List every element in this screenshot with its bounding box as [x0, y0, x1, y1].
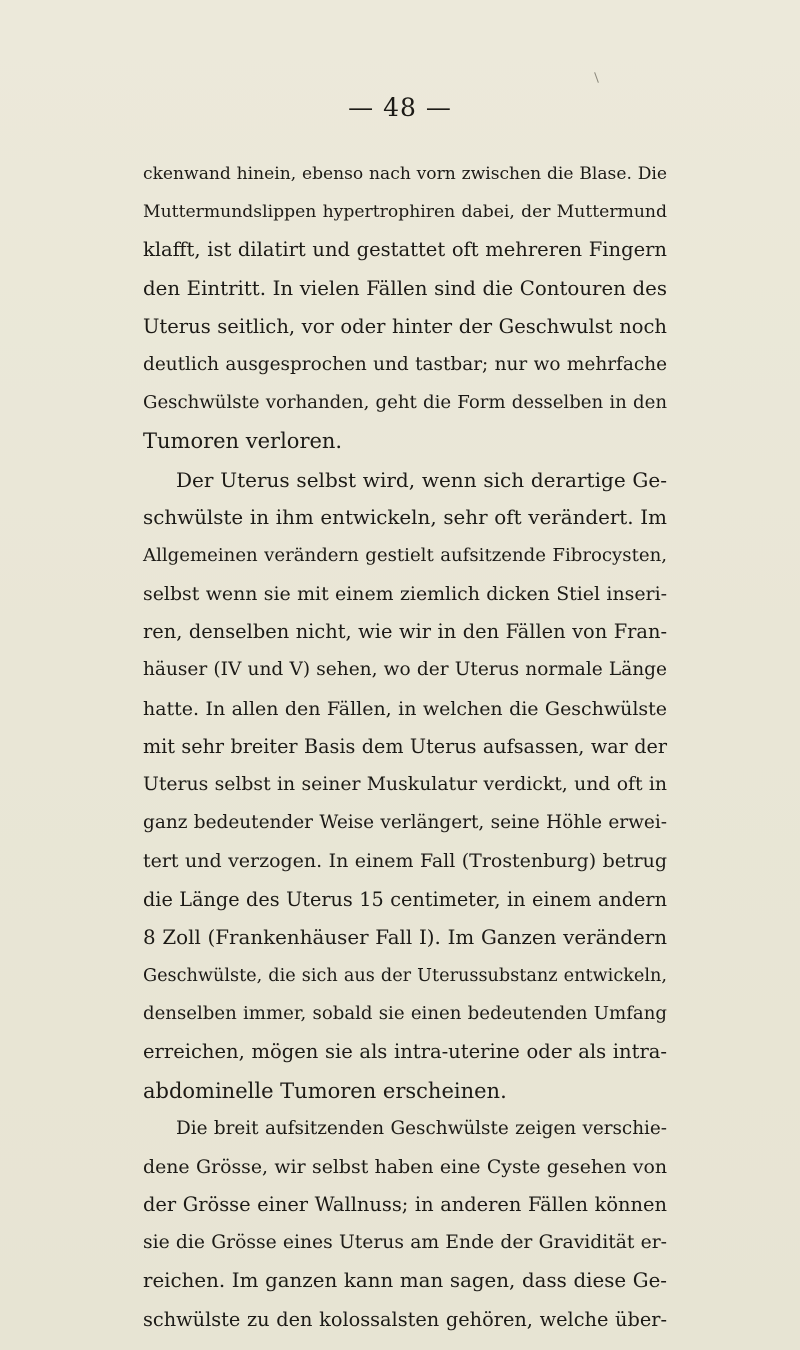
text-line: Der Uterus selbst wird, wenn sich derartige Ge- — [176, 467, 667, 492]
text-line: tert und verzogen. In einem Fall (Trostenburg) betrug — [143, 850, 667, 873]
text-line: Geschwülste vorhanden, geht die Form desselben in den — [143, 392, 667, 414]
body-text — [143, 155, 667, 1339]
text-line: Geschwülste, die sich aus der Uterussubstanz entwickeln, — [143, 965, 667, 986]
text-line: Muttermundslippen hypertrophiren dabei, der Muttermund — [143, 202, 667, 223]
text-line: ren, denselben nicht, wie wir in den Fällen von Fran- — [143, 620, 667, 644]
text-line: sie die Grösse eines Uterus am Ende der Gravidität er- — [143, 1232, 667, 1254]
text-line: Tumoren verloren. — [143, 429, 343, 454]
text-line: denselben immer, sobald sie einen bedeutenden Umfang — [143, 1003, 667, 1025]
page-number: — 48 — — [348, 93, 452, 122]
text-line: ganz bedeutender Weise verlängert, seine Höhle erwei- — [143, 812, 667, 834]
text-line: reichen. Im ganzen kann man sagen, dass diese Ge- — [143, 1269, 667, 1293]
text-line: Die breit aufsitzenden Geschwülste zeigen verschie- — [176, 1117, 667, 1139]
text-line: abdominelle Tumoren erscheinen. — [143, 1078, 507, 1103]
text-line: mit sehr breiter Basis dem Uterus aufsassen, war der — [143, 734, 667, 758]
text-line: schwülste in ihm entwickeln, sehr oft verändert. Im — [143, 505, 667, 529]
text-line: ckenwand hinein, ebenso nach vorn zwischen die Blase. Die — [143, 164, 667, 184]
text-line: erreichen, mögen sie als intra-uterine oder als intra- — [143, 1040, 667, 1064]
text-line: Uterus seitlich, vor oder hinter der Geschwulst noch — [143, 314, 667, 338]
text-line: dene Grösse, wir selbst haben eine Cyste gesehen von — [143, 1155, 667, 1178]
text-line: schwülste zu den kolossalsten gehören, welche über- — [143, 1307, 667, 1331]
text-line: Uterus selbst in seiner Muskulatur verdickt, und oft in — [143, 774, 667, 795]
text-line: häuser (IV und V) sehen, wo der Uterus normale Länge — [143, 659, 667, 681]
text-line: deutlich ausgesprochen und tastbar; nur wo mehrfache — [143, 353, 667, 375]
text-line: die Länge des Uterus 15 centimeter, in einem andern — [143, 887, 667, 911]
stray-mark — [594, 72, 599, 83]
text-line: Allgemeinen verändern gestielt aufsitzende Fibrocysten, — [143, 544, 667, 566]
text-line: selbst wenn sie mit einem ziemlich dicken Stiel inseri- — [143, 583, 667, 606]
text-line: den Eintritt. In vielen Fällen sind die Contouren des — [143, 276, 667, 300]
text-line: 8 Zoll (Frankenhäuser Fall I). Im Ganzen verändern — [143, 925, 667, 949]
text-line: klafft, ist dilatirt und gestattet oft mehreren Fingern — [143, 238, 667, 262]
text-line: hatte. In allen den Fällen, in welchen die Geschwülste — [143, 697, 667, 720]
text-line: der Grösse einer Wallnuss; in anderen Fällen können — [143, 1193, 667, 1217]
